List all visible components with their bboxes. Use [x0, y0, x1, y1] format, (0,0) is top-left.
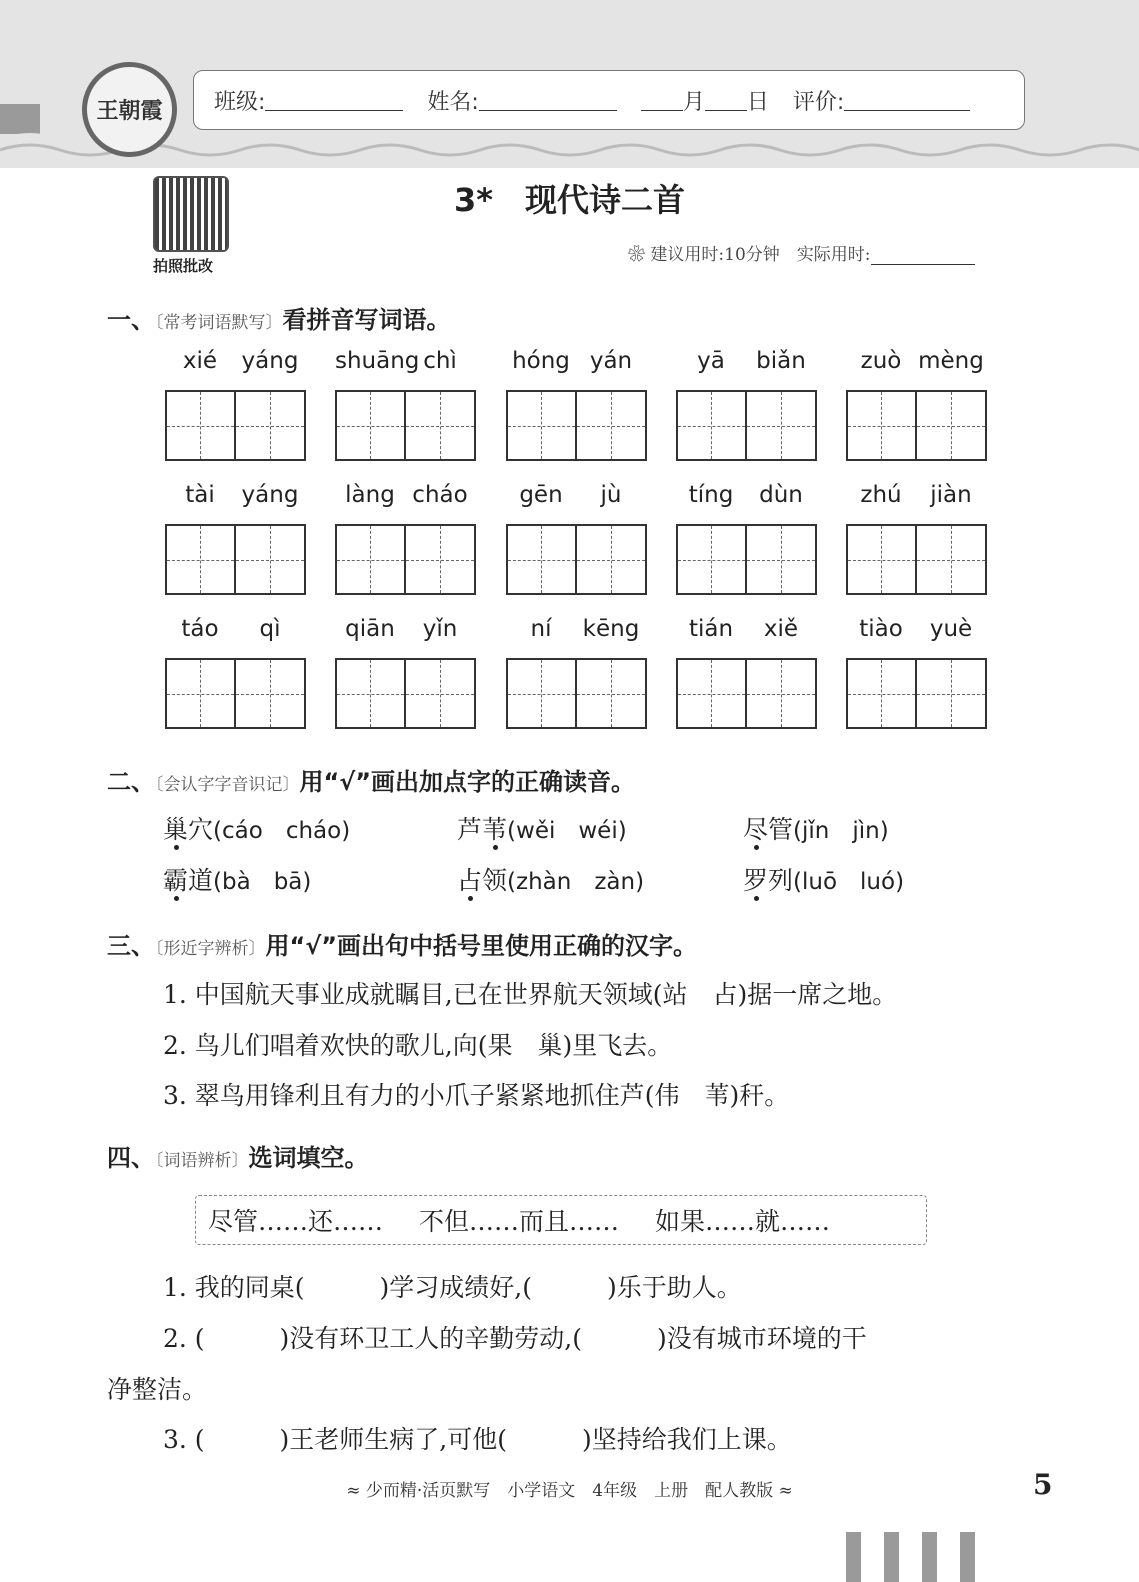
eval-field[interactable]	[844, 89, 970, 111]
grid-cell[interactable]	[747, 392, 816, 459]
footer: ≈ 少而精·活页默写 小学语文 4年级 上册 配人教版 ≈	[346, 1481, 793, 1501]
grid-cell[interactable]	[848, 660, 917, 727]
pinyin-label: qiān yǐn	[345, 616, 458, 642]
grid-cell[interactable]	[577, 660, 646, 727]
writing-grid[interactable]	[335, 658, 476, 729]
writing-grid[interactable]	[506, 658, 647, 729]
pinyin-label: yā biǎn	[697, 348, 806, 374]
fill-item-3: 3. ( )王老师生病了,可他( )坚持给我们上课。	[163, 1425, 792, 1454]
grid-cell[interactable]	[167, 526, 236, 593]
grid-cell[interactable]	[678, 660, 747, 727]
writing-grid[interactable]	[846, 658, 987, 729]
class-field[interactable]	[265, 89, 403, 111]
grid-cell[interactable]	[747, 526, 816, 593]
writing-grid[interactable]	[165, 390, 306, 461]
month-field[interactable]	[641, 89, 683, 111]
pinyin-label: xié yáng	[182, 348, 299, 374]
grid-cell[interactable]	[917, 392, 986, 459]
sentence-2: 2. 鸟儿们唱着欢快的歌儿,向(果 巢)里飞去。	[163, 1031, 673, 1060]
sentence-3: 3. 翠鸟用锋利且有力的小爪子紧紧地抓住芦(伟 苇)秆。	[163, 1081, 790, 1110]
grid-cell[interactable]	[236, 526, 305, 593]
pinyin-label: gēn jù	[519, 482, 622, 508]
eval-label: 评价:	[792, 89, 845, 115]
grid-cell[interactable]	[337, 392, 406, 459]
grid-cell[interactable]	[167, 660, 236, 727]
section-2-heading: 二、〔会认字字音识记〕用“√”画出加点字的正确读音。	[107, 768, 636, 796]
time-info: ❀ 建议用时:10分钟 实际用时:	[628, 240, 999, 265]
grid-cell[interactable]	[848, 526, 917, 593]
section-3-heading: 三、〔形近字辨析〕用“√”画出句中括号里使用正确的汉字。	[107, 932, 698, 960]
pronunciation-item: 芦苇(wěi wéi)	[457, 815, 627, 844]
writing-grid[interactable]	[506, 524, 647, 595]
pinyin-label: tián xiě	[688, 616, 799, 642]
grid-cell[interactable]	[337, 526, 406, 593]
fill-item-1: 1. 我的同桌( )学习成绩好,( )乐于助人。	[163, 1273, 742, 1302]
pinyin-label: làng cháo	[345, 482, 468, 508]
pinyin-label: hóng yán	[512, 348, 633, 374]
grid-cell[interactable]	[678, 392, 747, 459]
actual-time-field[interactable]	[871, 249, 975, 265]
page-number: 5	[1033, 1468, 1053, 1501]
grid-cell[interactable]	[508, 392, 577, 459]
pronunciation-item: 巢穴(cáo cháo)	[163, 815, 351, 844]
pronunciation-item: 占领(zhàn zàn)	[457, 866, 645, 895]
pinyin-label: tài yáng	[185, 482, 299, 508]
name-field[interactable]	[479, 89, 617, 111]
writing-grid[interactable]	[846, 524, 987, 595]
word-option: 如果……就……	[655, 1207, 831, 1236]
pinyin-label: zuò mèng	[860, 348, 984, 374]
sentence-1: 1. 中国航天事业成就瞩目,已在世界航天领域(站 占)据一席之地。	[163, 980, 898, 1009]
name-label: 姓名:	[427, 89, 479, 115]
grid-cell[interactable]	[167, 392, 236, 459]
grid-cell[interactable]	[917, 526, 986, 593]
grid-cell[interactable]	[236, 660, 305, 727]
word-option: 不但……而且……	[419, 1207, 620, 1236]
day-field[interactable]	[705, 89, 747, 111]
section-4-heading: 四、〔词语辨析〕选词填空。	[107, 1144, 369, 1172]
class-label: 班级:	[214, 89, 266, 115]
writing-grid[interactable]	[335, 524, 476, 595]
pronunciation-item: 霸道(bà bā)	[163, 866, 312, 895]
grid-cell[interactable]	[337, 660, 406, 727]
bar-decoration	[846, 1532, 975, 1582]
pinyin-label: shuāng chì	[335, 348, 457, 374]
writing-grid[interactable]	[676, 658, 817, 729]
pronunciation-item: 罗列(luō luó)	[743, 866, 905, 895]
pinyin-label: ní kēng	[530, 616, 640, 642]
fill-item-2-cont: 净整洁。	[107, 1375, 208, 1404]
writing-grid[interactable]	[676, 524, 817, 595]
grid-cell[interactable]	[848, 392, 917, 459]
grid-cell[interactable]	[406, 660, 475, 727]
grid-cell[interactable]	[236, 392, 305, 459]
pinyin-label: tíng dùn	[688, 482, 803, 508]
grid-cell[interactable]	[747, 660, 816, 727]
grid-cell[interactable]	[577, 392, 646, 459]
writing-grid[interactable]	[165, 524, 306, 595]
writing-grid[interactable]	[506, 390, 647, 461]
writing-grid[interactable]	[676, 390, 817, 461]
wave-decoration	[0, 128, 1139, 168]
writing-grid[interactable]	[165, 658, 306, 729]
grid-cell[interactable]	[406, 526, 475, 593]
grid-cell[interactable]	[406, 392, 475, 459]
page-title: 3* 现代诗二首	[453, 181, 685, 219]
grid-cell[interactable]	[917, 660, 986, 727]
grid-cell[interactable]	[577, 526, 646, 593]
fill-item-2: 2. ( )没有环卫工人的辛勤劳动,( )没有城市环境的干	[163, 1324, 867, 1353]
pronunciation-item: 尽管(jǐn jìn)	[743, 815, 889, 844]
word-options-box	[195, 1195, 927, 1245]
word-option: 尽管……还……	[208, 1207, 384, 1236]
grid-cell[interactable]	[678, 526, 747, 593]
student-info-box: 班级: 姓名: 月 日 评价:	[193, 70, 1025, 130]
grid-cell[interactable]	[508, 660, 577, 727]
brand-logo: 王朝霞	[82, 62, 177, 157]
qr-label: 拍照批改	[153, 257, 214, 275]
writing-grid[interactable]	[846, 390, 987, 461]
grid-cell[interactable]	[508, 526, 577, 593]
pinyin-label: zhú jiàn	[860, 482, 972, 508]
writing-grid[interactable]	[335, 390, 476, 461]
pinyin-label: táo qì	[181, 616, 281, 642]
section-1-heading: 一、〔常考词语默写〕看拼音写词语。	[107, 306, 451, 334]
pinyin-label: tiào yuè	[859, 616, 973, 642]
